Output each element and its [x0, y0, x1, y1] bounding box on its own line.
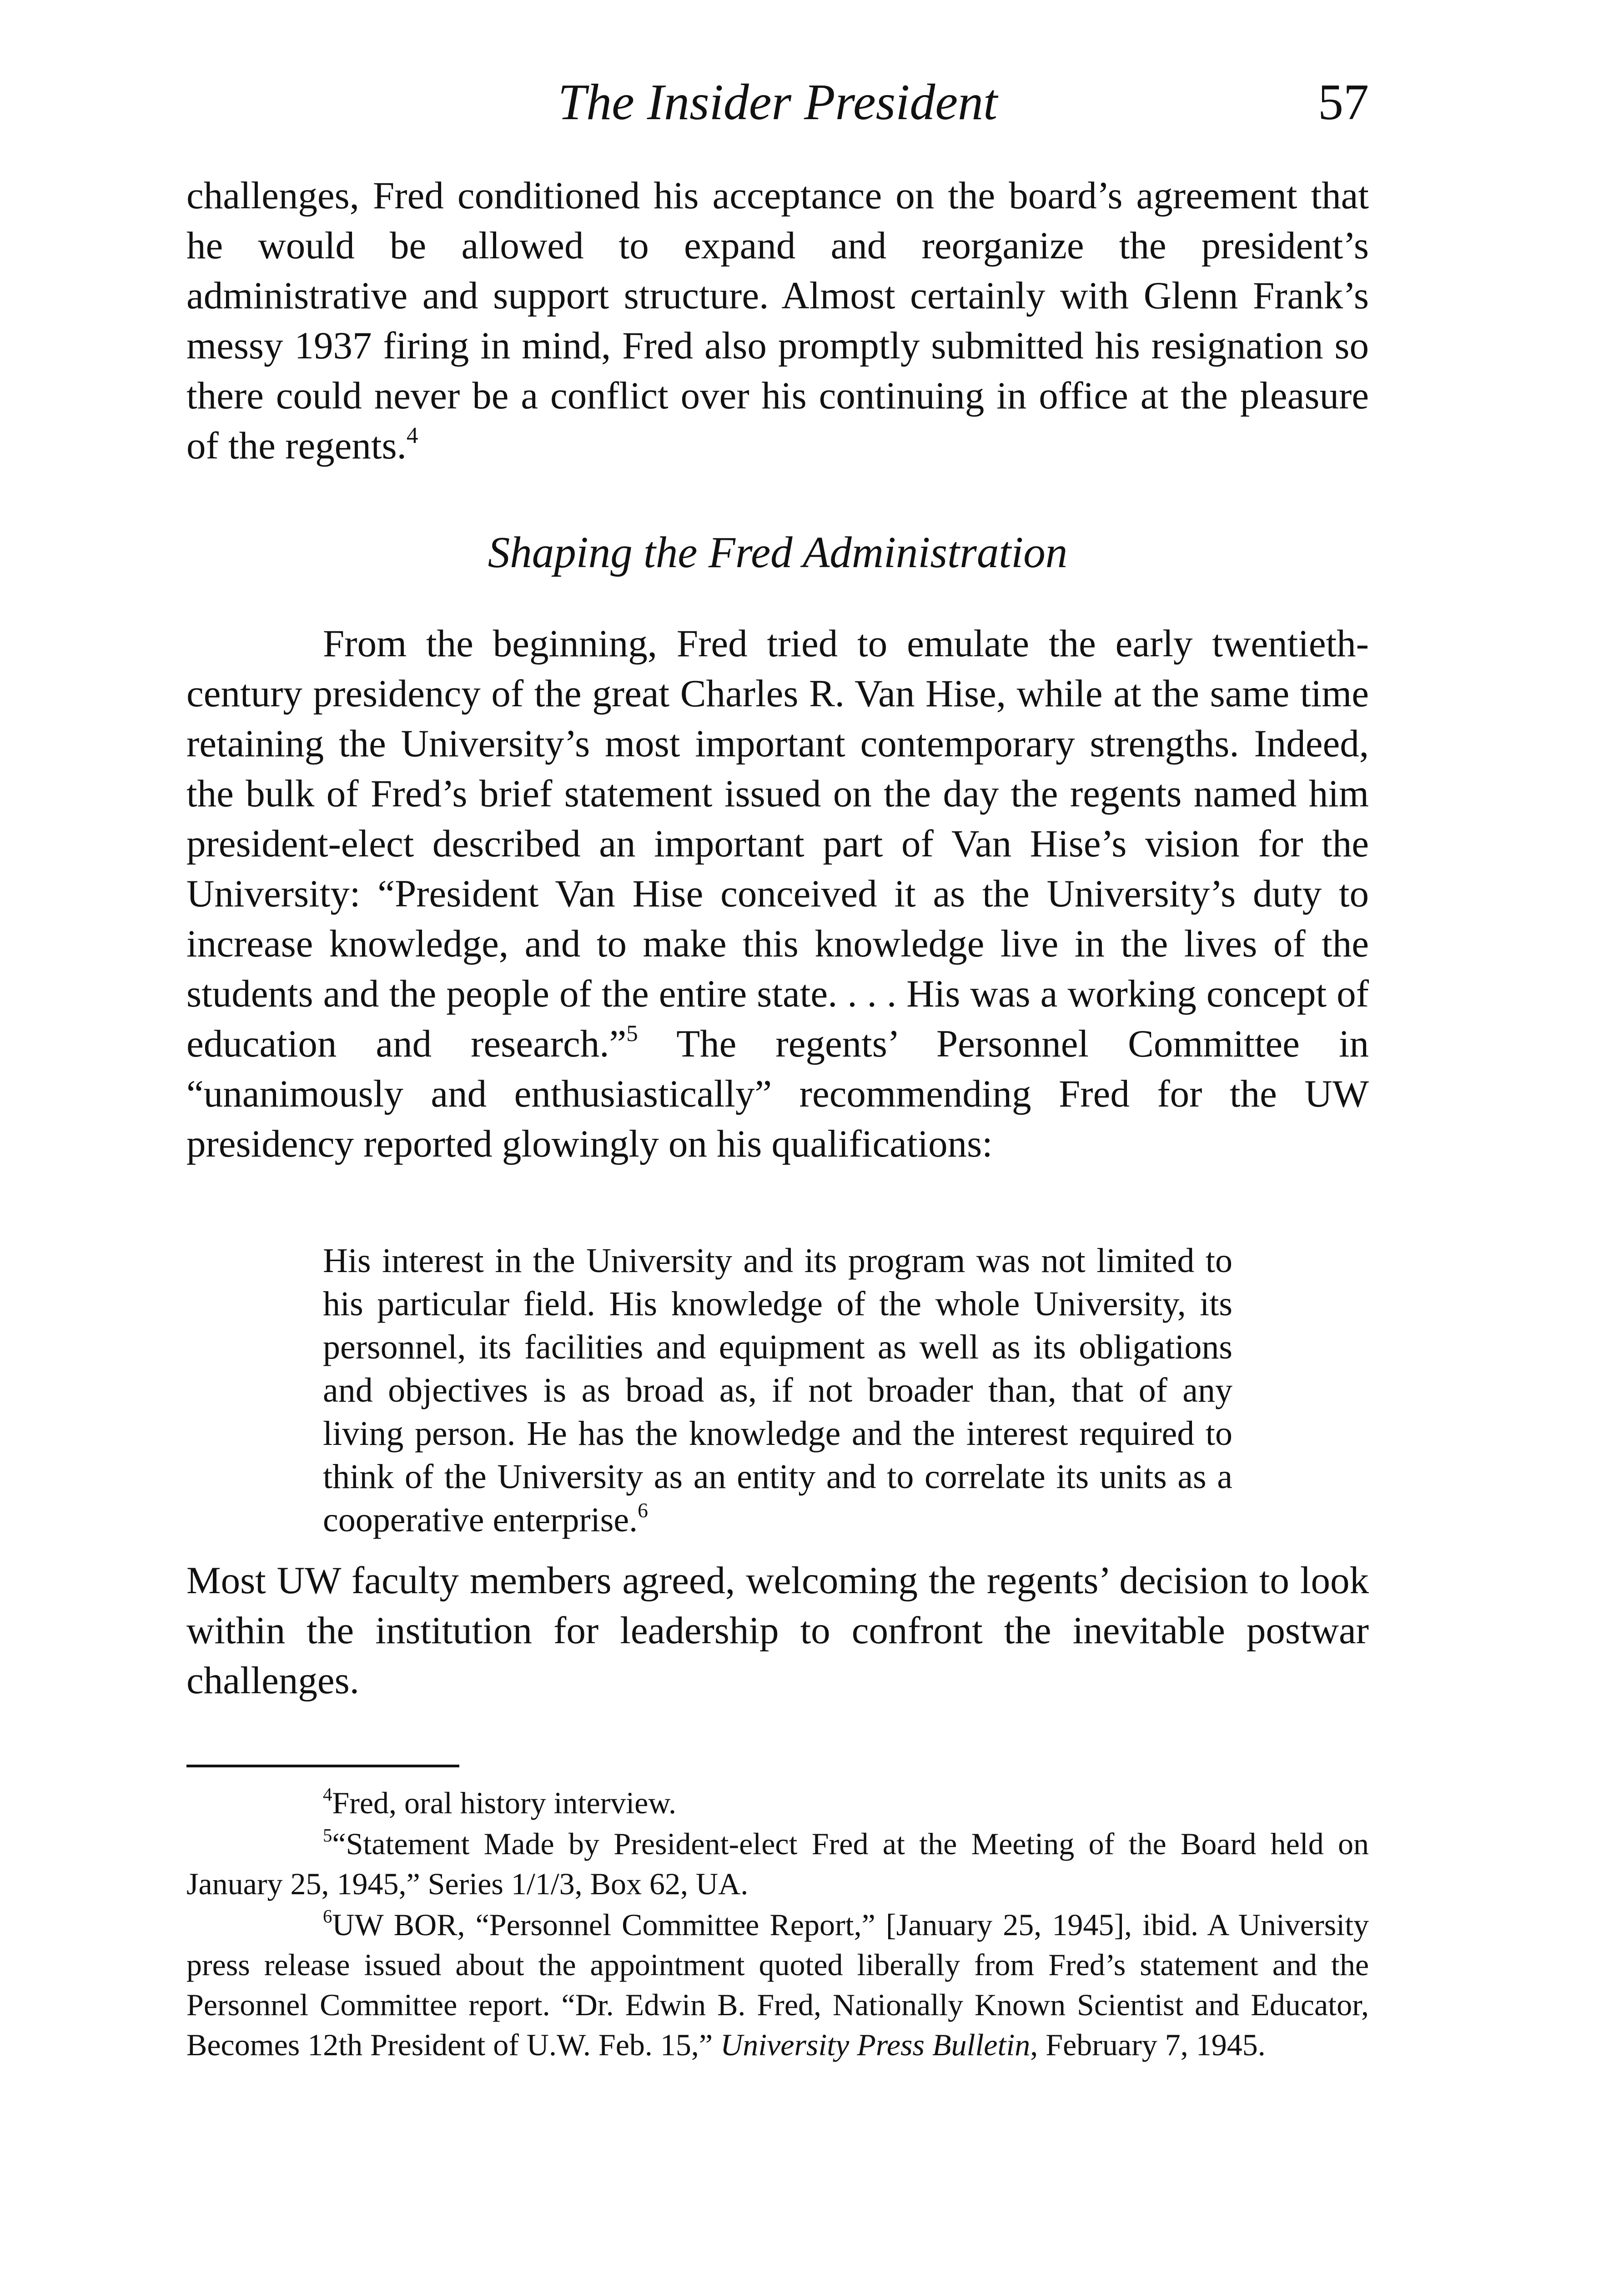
- running-title: The Insider President: [558, 74, 998, 131]
- footnote-4: [186, 1783, 1369, 1823]
- footnote-text: “Statement Made by President-elect Fred at the Meeting of the Board held on January 25, 1945,” Series 1/1/3, Box 62, UA.: [186, 1826, 1369, 1901]
- footnote-text-b: , February 7, 1945.: [1030, 2027, 1266, 2062]
- footnote-text-a: UW BOR, “Personnel Committee Report,” [January 25, 1945], ibid. A University press release issued about the appointment quoted liberally from Fred’s statement and the Personnel Committee report. “Dr. Edwin B. Fred, Nationally Known Scientist and Educator, Becomes 12th President of U.W. Feb. 15,”: [186, 1907, 1369, 2062]
- paragraph-1: [186, 171, 1369, 471]
- page-header: [186, 70, 1369, 134]
- footnote-marker: 6: [323, 1906, 332, 1927]
- footnote-marker: 4: [323, 1784, 332, 1805]
- footnote-ref-5: 5: [626, 1021, 638, 1046]
- block-quote: [323, 1239, 1232, 1542]
- page-number: 57: [1318, 74, 1369, 131]
- paragraph-3-text: Most UW faculty members agreed, welcoming the regents’ decision to look within the institution for leadership to confront the inevitable postwar challenges.: [186, 1559, 1369, 1702]
- footnote-ref-4: 4: [406, 423, 418, 448]
- section-heading: Shaping the Fred Administration: [488, 528, 1068, 577]
- footnote-italic-title: University Press Bulletin: [720, 2027, 1031, 2062]
- footnote-text: Fred, oral history interview.: [332, 1786, 677, 1820]
- block-quote-text: His interest in the University and its program was not limited to his particular field. His knowledge of the whole University, its personnel, its facilities and equipment as well as its obligations and objectives is as broad as, if not broader than, that of any living person. He has the knowledge and the interest required to think of the University as an entity and to correlate its units as a cooperative enterprise.: [323, 1242, 1232, 1539]
- footnote-6: [186, 1905, 1369, 2065]
- paragraph-2-text-b: The regents’ Personnel Committee in “unanimously and enthusiastically” recommending Fred for the UW presidency reported glowingly on his qualifications:: [186, 1022, 1369, 1165]
- paragraph-2-text-a: From the beginning, Fred tried to emulate the early twentieth-century presidency of the great Charles R. Van Hise, while at the same time retaining the University’s most important contemporary strengths. Indeed, the bulk of Fred’s brief statement issued on the day the regents named him president-elect described an important part of Van Hise’s vision for the University: “President Van Hise conceived it as the University’s duty to increase knowledge, and to make this knowledge live in the lives of the students and the people of the entire state. . . . His was a working concept of education and research.”: [186, 622, 1369, 1065]
- footnote-marker: 5: [323, 1825, 332, 1846]
- paragraph-3: [186, 1555, 1369, 1706]
- footnote-divider: [186, 1765, 459, 1767]
- footnotes: [186, 1783, 1369, 2066]
- paragraph-1-text: challenges, Fred conditioned his acceptance on the board’s agreement that he would be allowed to expand and reorganize the president’s administrative and support structure. Almost certainly with Glenn Frank’s messy 1937 firing in mind, Fred also promptly submitted his resignation so there could never be a conflict over his continuing in office at the pleasure of the regents.: [186, 174, 1369, 467]
- paragraph-2: [186, 619, 1369, 1169]
- footnote-ref-6: 6: [638, 1499, 648, 1522]
- footnote-5: [186, 1824, 1369, 1904]
